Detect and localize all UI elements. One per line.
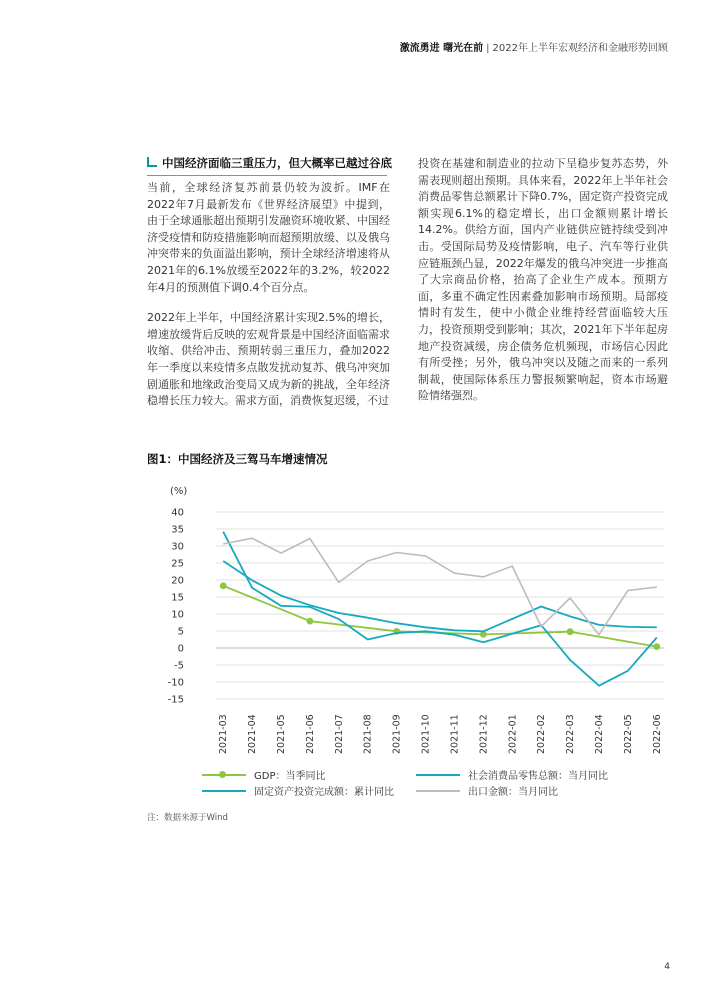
section-title-text: 中国经济面临三重压力，但大概率已越过谷底 <box>162 156 392 170</box>
legend-item-export <box>416 783 558 798</box>
right-paragraph-1: 投资在基建和制造业的拉动下呈稳步复苏态势，外需表现则超出预期。具体来看，2022年上半年社会消费品零售总额累计下降0.7%，固定资产投资完成额实现6.1%的稳定增长，出口金额则累计增长14.2%。供给方面，国内产业链供应链持续受到冲击。受国际局势及疫情影响，电子、汽车等行业供应链瓶颈凸显，2022年爆发的俄乌冲突进一步推高了大宗商品价格，抬高了企业生产成本。预期方面，多重不确定性因素叠加影响市场预期。局部疫情时有发生，使中小微企业维持经营面临较大压力，投资预期受到影响；其次，2021年下半年起房地产投资减缓，房企债务危机频现，市场信心因此有所受挫；另外，俄乌冲突以及随之而来的一系列制裁，使国际体系压力警报频繁响起，资本市场避险情绪强烈。 <box>418 157 668 403</box>
y-tick-label: 15 <box>171 592 184 604</box>
series-line-2 <box>223 561 657 631</box>
y-tick-label: 25 <box>171 558 184 570</box>
y-tick-label: -10 <box>167 677 184 689</box>
x-tick-label: 2021-03 <box>218 714 230 754</box>
y-tick-label: -15 <box>167 694 184 706</box>
y-tick-label: 20 <box>171 575 184 587</box>
legend-item-retail <box>416 767 608 782</box>
x-tick-label: 2022-02 <box>536 714 548 754</box>
x-tick-label: 2021-05 <box>276 714 288 754</box>
series-line-0 <box>223 586 657 647</box>
header-title: 激流勇进 曙光在前 <box>399 43 484 54</box>
x-tick-label: 2022-06 <box>651 714 663 754</box>
data-point <box>653 643 660 650</box>
y-tick-label: 30 <box>171 541 184 553</box>
figure-title: 图1：中国经济及三驾马车增速情况 <box>147 452 328 466</box>
y-tick-label: 0 <box>177 643 184 655</box>
section-marker-icon <box>147 157 157 167</box>
y-tick-label: 5 <box>177 626 184 638</box>
header-separator: | <box>486 43 490 54</box>
line-chart <box>140 480 680 765</box>
x-tick-label: 2022-05 <box>622 714 634 754</box>
x-tick-label: 2021-09 <box>391 714 403 754</box>
legend-label-gdp: GDP：当季同比 <box>254 771 326 782</box>
legend-item-fai <box>202 783 394 798</box>
x-tick-label: 2022-03 <box>565 714 577 754</box>
left-paragraph-1: 当前，全球经济复苏前景仍较为波折。IMF在2022年7月最新发布《世界经济展望》中提到，由于全球通胀超出预期引发融资环境收紧、中国经济受疫情和防疫措施影响而超预期放缓、以及俄乌冲突带来的负面溢出影响，预计全球经济增速将从2021年的6.1%放缓至2022年的3.2%，较2022年4月的预测值下调0.4个百分点。 <box>147 181 390 294</box>
x-tick-label: 2021-12 <box>478 714 490 754</box>
section-title <box>147 155 392 176</box>
y-tick-label: 35 <box>171 524 184 536</box>
x-tick-label: 2021-08 <box>362 714 374 754</box>
legend-line-gdp <box>202 774 246 776</box>
page-number: 4 <box>664 962 670 972</box>
left-paragraph-2: 2022年上半年，中国经济累计实现2.5%的增长，增速放缓背后反映的宏观背景是中国经济面临需求收缩、供给冲击、预期转弱三重压力，叠加2022年一季度以来疫情多点散发扰动复苏、俄乌冲突加剧通胀和地缘政治变局又成为新的挑战，全年经济稳增长压力较大。需求方面，消费恢复迟缓，不过 <box>147 311 390 408</box>
running-header <box>400 39 668 54</box>
y-tick-label: 40 <box>171 507 184 519</box>
x-tick-label: 2022-04 <box>593 714 605 754</box>
legend-line-export <box>416 790 460 792</box>
legend-line-fai <box>202 790 246 792</box>
data-point <box>567 628 574 635</box>
legend-item-gdp <box>202 767 325 782</box>
legend-dot <box>219 771 226 778</box>
x-tick-label: 2021-04 <box>247 714 259 754</box>
left-column <box>147 180 390 424</box>
x-tick-label: 2021-06 <box>304 714 316 754</box>
legend-label-export: 出口金额：当月同比 <box>468 787 558 798</box>
header-subtitle: 2022年上半年宏观经济和金融形势回顾 <box>492 43 668 54</box>
x-tick-label: 2021-07 <box>333 714 345 754</box>
data-point <box>220 582 227 589</box>
legend-line-retail <box>416 774 460 776</box>
legend-label-fai: 固定资产投资完成额：累计同比 <box>254 787 394 798</box>
figure-note: 注：数据来源于Wind <box>147 813 228 823</box>
y-tick-label: -5 <box>174 660 184 672</box>
y-tick-label: 10 <box>171 609 184 621</box>
y-axis-unit: (%) <box>170 486 188 497</box>
series-line-1 <box>223 532 657 686</box>
series-line-3 <box>223 538 657 635</box>
right-column <box>418 156 668 419</box>
legend-label-retail: 社会消费品零售总额：当月同比 <box>468 771 608 782</box>
data-point <box>307 618 314 625</box>
x-tick-label: 2021-10 <box>420 714 432 754</box>
x-tick-label: 2021-11 <box>449 714 461 754</box>
x-tick-label: 2022-01 <box>507 714 519 754</box>
